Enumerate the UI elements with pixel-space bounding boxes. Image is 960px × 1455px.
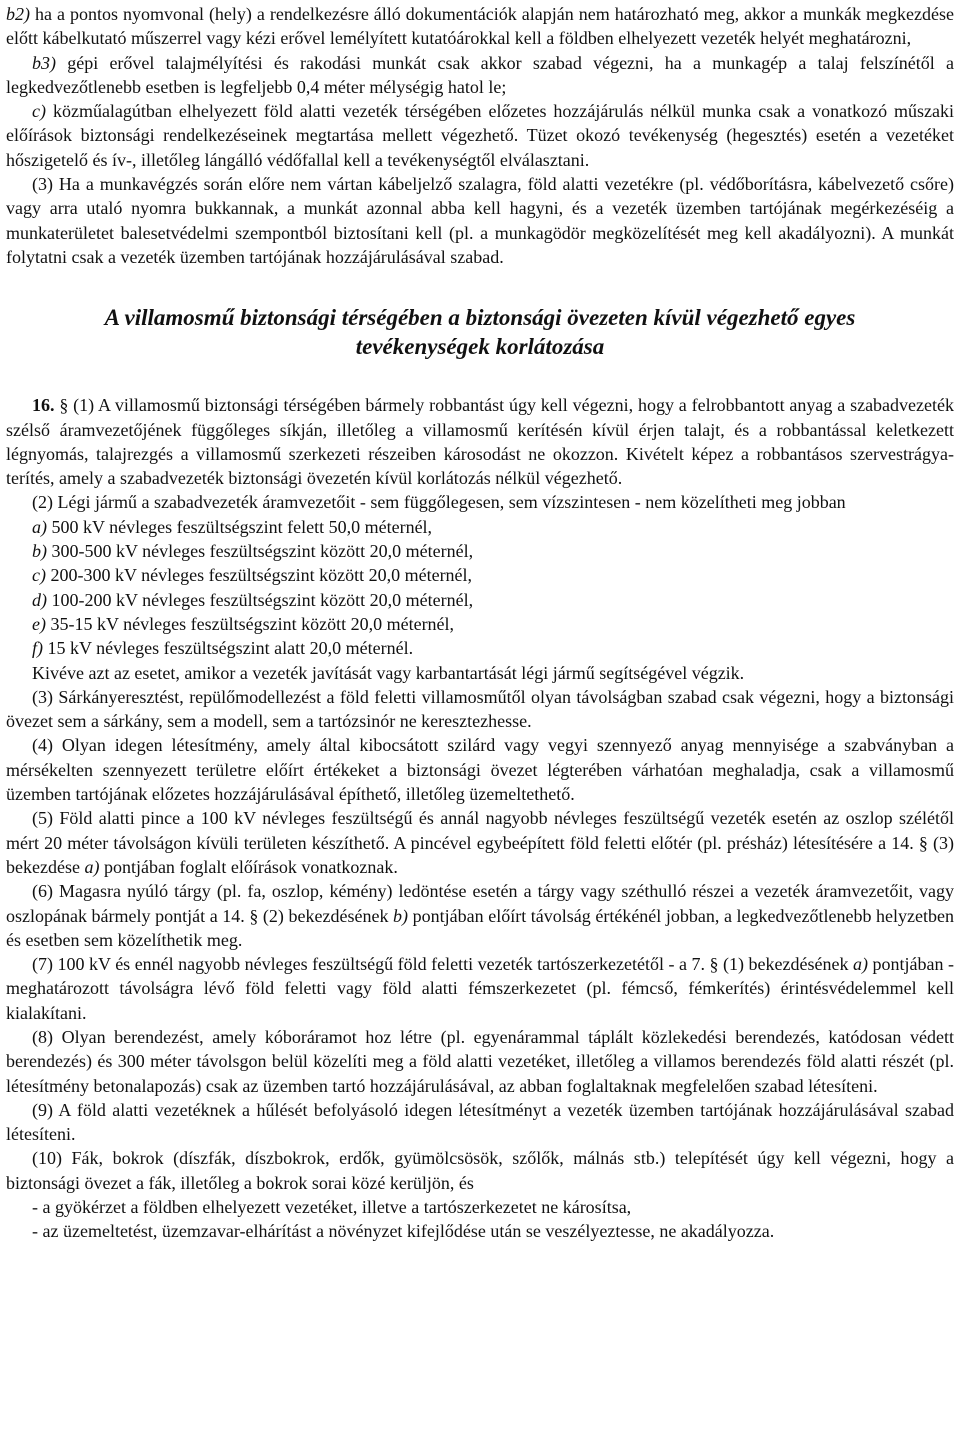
paragraph-b2-text: ha a pontos nyomvonal (hely) a rendelkezésre álló dokumentációk alapján nem határozható meg, akkor a munkák megkezdése előtt kábelkutató műszerrel vagy kézi erővel lemélyített kutatóárokkal kell a földben elhelyezett vezeték helyét meghatározni, <box>6 4 955 49</box>
list-item-text: 35-15 kV névleges feszültségszint között 20,0 méternél, <box>50 613 455 634</box>
paragraph-7-item-ref: a) <box>853 954 868 975</box>
section16-exception: Kivéve azt az esetet, amikor a vezeték javítását vagy karbantartását légi jármű segítségével végzik. <box>32 662 745 683</box>
list-item-label: b) <box>32 541 47 562</box>
section16-paragraph-2: (2) Légi jármű a szabadvezeték áramvezetőit - sem függőlegesen, sem vízszintesen - nem közelítheti meg jobban <box>32 492 846 513</box>
section-heading <box>60 303 900 361</box>
section16-paragraph-6 <box>0 879 960 952</box>
section16-paragraph-6-text-a: (6) Magasra nyúló tárgy (pl. fa, oszlop, kémény) ledöntése esetén a tárgy vagy széthulló részei a vezeték áramvezetőit, vagy oszlopának bármely pontját a 14. § (2) bekezdésének <box>6 881 954 926</box>
section16-paragraph-4: (4) Olyan idegen létesítmény, amely által kibocsátott szilárd vagy vegyi szennyező anyag mennyisége a szabványban a mérsékelten szennyezett területre előírt értékeket a biztonsági övezet légterében várhatóan meghaladja, csak a villamosmű üzemben tartójának előzetes hozzájárulásával építhető, illetőleg üzemeltethető. <box>6 735 954 805</box>
list-item-label: f) <box>32 638 43 659</box>
paragraph-b3 <box>0 51 960 100</box>
list-item-text: 300-500 kV névleges feszültségszint között 20,0 méternél, <box>51 541 474 562</box>
section16-paragraph-3: (3) Sárkányeresztést, repülőmodellezést a föld feletti villamosműtől olyan távolságban szabad csak végezni, hogy a biztonsági övezet sem a sárkány, sem a modell, sem a tartózsinór ne keresztezhesse. <box>6 686 954 732</box>
section16-paragraph-5 <box>0 806 960 879</box>
list-item-text: 500 kV névleges feszültségszint felett 50,0 méternél, <box>51 516 433 537</box>
paragraph-5-item-ref: a) <box>84 856 100 877</box>
list-item <box>0 612 960 636</box>
list-item <box>0 539 960 563</box>
list-item-text: 15 kV névleges feszültségszint alatt 20,0 méternél. <box>47 638 414 659</box>
section16-paragraph-5-text-b: pontjában foglalt előírások vonatkoznak. <box>103 856 398 877</box>
list-item-label: a) <box>32 516 47 537</box>
section16-paragraph-7 <box>0 952 960 1025</box>
paragraph-c-text: közműalagútban elhelyezett föld alatti vezeték térségében előzetes hozzájárulás nélkül munka csak a vonatkozó műszaki előírások biztonsági rendelkezéseinek megtartása mellett végezhető. Tüzet okozó tevékenység (hegesztés) esetén a vezetéket hőszigetelő és ív-, illetőleg lángálló védőfallal kell a tevékenységtől elválasztani. <box>6 101 955 170</box>
section16-paragraph-1-text: § (1) A villamosmű biztonsági térségében bármely robbantást úgy kell végezni, hogy a felrobbantott anyag a szabadvezeték szélső áramvezetőjének függőleges síkján, illetőleg a villamosmű kerítésén kívül érjen talajt, és a robbantással keletkezett légnyomás, talajrezgés a villamosmű szerkezeti részeiben károsodást ne okozzon. Kivételt képez a robbantásos szervestrágya-terítés, amely a szabadvezeték biztonsági övezetén kívül korlátozás nélkül végezhető. <box>6 395 955 489</box>
section-heading-line1: A villamosmű biztonsági térségében a biztonsági övezeten kívül végezhető egyes <box>104 305 856 331</box>
section16-paragraph-7-text-b: pontjában - meghatározott távolságra lévő föld feletti vagy föld alatti fémszerkezetet (pl. fémcső, fémkerítés) érintésvédelemmel kell kialakítani. <box>6 954 954 1023</box>
item-label-c: c) <box>32 101 46 122</box>
section-number: 16. <box>32 395 55 416</box>
section-heading-line2: tevékenységek korlátozása <box>355 334 605 360</box>
section16-paragraph-10: (10) Fák, bokrok (díszfák, díszbokrok, erdők, gyümölcsösök, szőlők, málnás stb.) telepítését úgy kell végezni, hogy a biztonsági övezet a fák, illetőleg a bokrok sorai közé kerüljön, és <box>6 1148 954 1193</box>
list-item <box>0 563 960 587</box>
list-item-label: d) <box>32 589 47 610</box>
section16-paragraph-7-text-a: (7) 100 kV és ennél nagyobb névleges feszültségű föld feletti vezeték tartószerkezetétől - a 7. § (1) bekezdésének <box>32 954 849 975</box>
limit-list <box>0 515 960 661</box>
paragraph-3: (3) Ha a munkavégzés során előre nem vártan kábeljelző szalagra, föld alatti vezetékre (pl. védőborításra, kábelvezető csőre) vagy arra utaló nyomra bukkannak, a munkát azonnal abba kell hagyni, és a vezeték üzemben tartójának megérkezéséig a munkaterületet balesetvédelmi szempontból biztosítani kell (pl. a munkagödör megközelítését meg kell akadályozni). A munkát folytatni csak a vezeték üzemben tartójának hozzájárulásával szabad. <box>6 174 954 267</box>
paragraph-b2 <box>0 2 960 51</box>
list-item <box>0 636 960 660</box>
paragraph-c <box>0 99 960 172</box>
section16-paragraph-8: (8) Olyan berendezést, amely kóboráramot hoz létre (pl. egyenárammal táplált közlekedési berendezés, katódosan védett berendezés) és 300 méter távolsgon belül közelíti meg a föld alatti vezetéket, illetőleg a villamos berendezés föld alatti részét (pl. létesítmény betonalapozás) csak az üzemben tartó hozzájárulásával, az abban foglaltaknak megfelelően szabad létesíteni. <box>6 1026 954 1096</box>
paragraph-6-item-ref: b) <box>393 905 409 926</box>
section16-paragraph-9: (9) A föld alatti vezetéknek a hűlését befolyásoló idegen létesítményt a vezeték üzemben tartójának hozzájárulásával szabad létesíteni. <box>6 1099 954 1145</box>
dash-item-2: - az üzemeltetést, üzemzavar-elhárítást a növényzet kifejlődése után se veszélyeztesse, ne akadályozza. <box>32 1221 775 1242</box>
dash-item-1: - a gyökérzet a földben elhelyezett vezetéket, illetve a tartószerkezetet ne károsítsa, <box>32 1197 632 1218</box>
item-label-b3: b3) <box>32 52 56 73</box>
paragraph-b3-text: gépi erővel talajmélyítési és rakodási munkát csak akkor szabad végezni, ha a munkagép a talaj felszínétől a legkedvezőtlenebb esetben is legfeljebb 0,4 méter mélységig hatol le; <box>6 52 955 97</box>
section16-paragraph-6-text-b: pontjában előírt távolság értékénél jobban, a legkedvezőtlenebb helyzetben és esetben sem közelíthetik meg. <box>6 905 955 950</box>
section16-paragraph-1 <box>0 393 960 490</box>
list-item-text: 200-300 kV névleges feszültségszint között 20,0 méternél, <box>50 565 473 586</box>
section16-paragraph-5-text-a: (5) Föld alatti pince a 100 kV névleges feszültségű és annál nagyobb névleges feszültségű vezeték esetén az oszlop szélétől mért 20 méter távolságon kívüli területen készíthető. A pincével egybeépített föld feletti előtér (pl. présház) létesítésére a 14. § (3) bekezdése <box>6 808 954 877</box>
list-item-text: 100-200 kV névleges feszültségszint között 20,0 méternél, <box>51 589 474 610</box>
list-item-label: e) <box>32 613 46 634</box>
item-label-b2: b2) <box>6 4 30 24</box>
list-item <box>0 515 960 539</box>
list-item-label: c) <box>32 565 46 586</box>
list-item <box>0 588 960 612</box>
